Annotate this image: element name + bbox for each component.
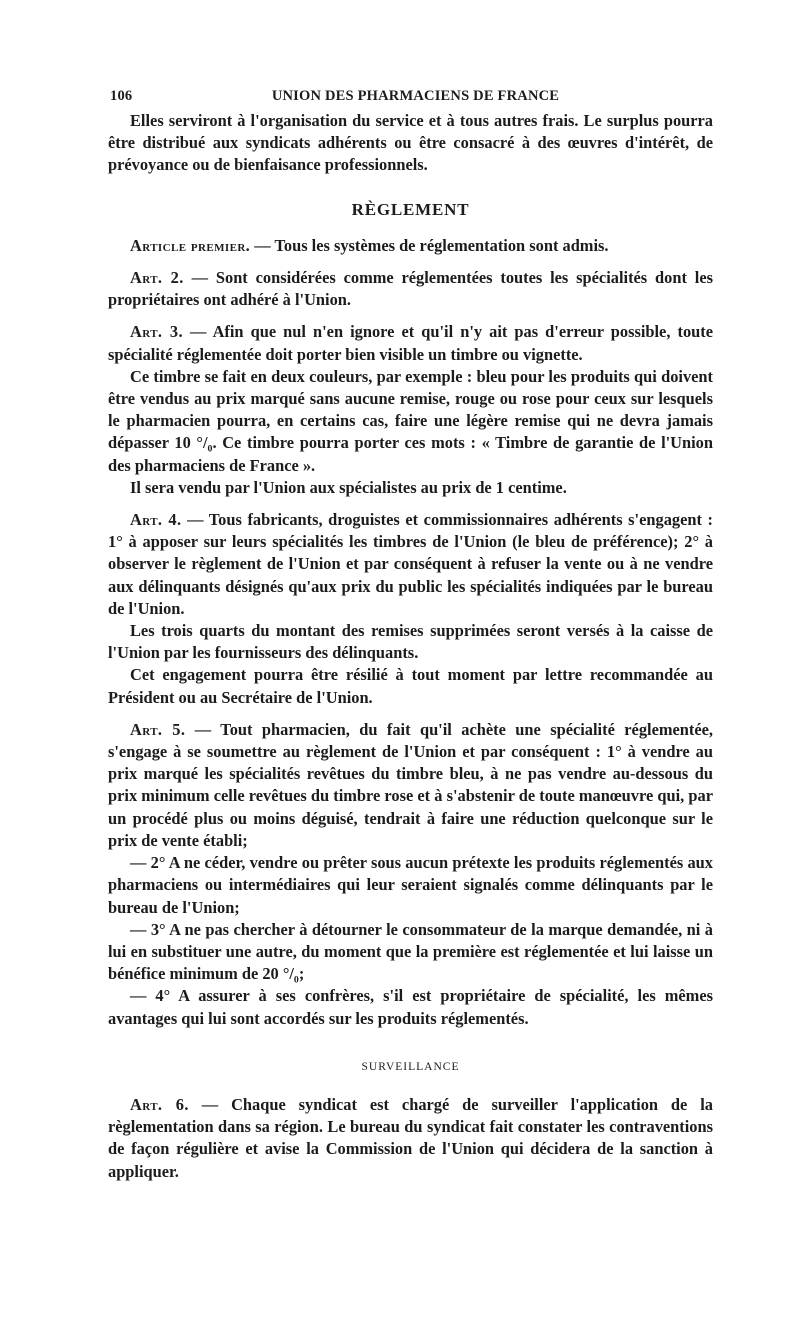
article-1 — [108, 235, 713, 257]
article-4-paragraph-3: Cet engagement pourra être résilié à tout moment par lettre recommandée au Président ou au Secrétaire de l'Union. — [108, 665, 713, 707]
article-5-paragraph-4: — 4° A assurer à ses confrères, s'il est propriétaire de spécialité, les mêmes avantages qui lui sont accordés sur les produits réglementés. — [108, 986, 713, 1028]
article-6 — [108, 1094, 713, 1183]
article-5-paragraph-3: — 3° A ne pas chercher à détourner le consommateur de la marque demandée, ni à lui en substituer une autre, du moment que la première est réglementée et lui laisse un bénéfice minimum de 20 °/₀; — [108, 919, 713, 984]
body-text — [108, 110, 713, 1183]
article-3-text: — Afin que nul n'en ignore et qu'il n'y ait pas d'erreur possible, toute spécialité réglementée doit porter bien visible un timbre ou vignette. — [108, 322, 713, 364]
intro-paragraph: Elles serviront à l'organisation du service et à tous autres frais. Le surplus pourra être distribué aux syndicats adhérents ou être consacré à des œuvres d'intérêt, de prévoyance ou de bienfaisance professionnels. — [108, 111, 713, 175]
reglement-heading: RÈGLEMENT — [351, 199, 470, 219]
page — [108, 88, 713, 1183]
article-5 — [108, 719, 713, 852]
article-3 — [108, 321, 713, 365]
article-3-label: Art. 3. — [130, 322, 183, 342]
surveillance-heading: SURVEILLANCE — [361, 1060, 460, 1073]
article-3-paragraph-2: Ce timbre se fait en deux couleurs, par exemple : bleu pour les produits qui doivent être vendus au prix marqué sans aucune remise, rouge ou rose pour ceux sur lesquels le pharmacien pourra, en certains cas, faire une légère remise qui ne devra jamais dépasser 10 °/₀. Ce timbre pourra porter ces mots : « Timbre de garantie de l'Union des pharmaciens de France ». — [108, 366, 713, 475]
article-5-label: Art. 5. — [130, 719, 186, 739]
article-4-text: — Tous fabricants, droguistes et commissionnaires adhérents s'engagent : 1° à apposer sur leurs spécialités les timbres de l'Union (le bleu de préférence); 2° à observer le règlement de l'Union et par conséquent à refuser la vente ou à ne vendre aux délinquants désignés qu'aux prix du public les spécialités indiquées par le bureau de l'Union. — [108, 510, 713, 618]
article-6-text: — Chaque syndicat est chargé de surveiller l'application de la règlementation dans sa région. Le bureau du syndicat fait constater les contraventions de façon régulière et avise la Commission de l'Union qui décidera de la sanction à appliquer. — [108, 1094, 713, 1181]
article-1-text: — Tous les systèmes de réglementation sont admis. — [250, 235, 609, 255]
article-5-paragraph-2: — 2° A ne céder, vendre ou prêter sous aucun prétexte les produits réglementés aux pharmaciens ou intermédiaires qui leur seraient signalés comme délinquants par le bureau de l'Union; — [108, 853, 713, 917]
article-4-paragraph-2: Les trois quarts du montant des remises supprimées seront versés à la caisse de l'Union par les fournisseurs des délinquants. — [108, 621, 713, 663]
article-2-text: — Sont considérées comme réglementées toutes les spécialités dont les propriétaires ont adhéré à l'Union. — [108, 268, 713, 310]
article-4-label: Art. 4. — [130, 510, 182, 530]
article-5-text: — Tout pharmacien, du fait qu'il achète une spécialité réglementée, s'engage à se soumettre au règlement de l'Union et par conséquent : 1° à vendre au prix marqué les spécialités revêtues du timbre bleu, à ne pas vendre au-dessous du prix minimum celle revêtues du timbre rose et à s'abstenir de toute manœuvre qui, par un procédé plus ou moins déguisé, tendrait à faire une réduction quelconque sur le prix de vente établi; — [108, 719, 713, 850]
running-head — [108, 88, 713, 110]
article-2-label: Art. 2. — [130, 268, 184, 288]
article-4 — [108, 509, 713, 620]
article-6-label: Art. 6. — [130, 1094, 189, 1114]
running-title: UNION DES PHARMACIENS DE FRANCE — [271, 88, 560, 104]
article-1-label: Article premier. — [130, 235, 251, 255]
article-2 — [108, 267, 713, 311]
page-number: 106 — [110, 88, 133, 104]
article-3-paragraph-3: Il sera vendu par l'Union aux spécialistes au prix de 1 centime. — [130, 477, 567, 497]
